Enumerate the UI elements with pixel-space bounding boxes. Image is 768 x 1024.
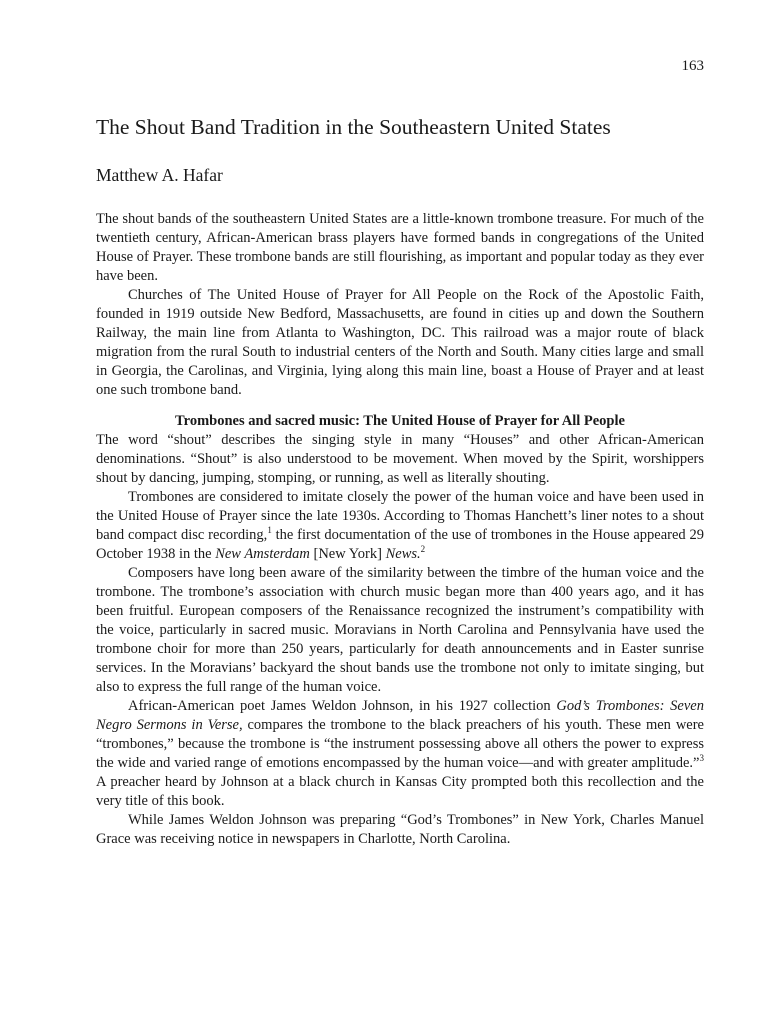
paragraph-6-text-3: A preacher heard by Johnson at a black church in Kansas City prompted both this recollection and the very title of this book. [96,774,704,809]
newspaper-title-1: New Amsterdam [215,546,310,562]
article-body [96,210,704,849]
section-heading: Trombones and sacred music: The United House of Prayer for All People [175,413,625,429]
paragraph-2: Churches of The United House of Prayer for All People on the Rock of the Apostolic Faith, founded in 1919 outside New Bedford, Massachusetts, are found in cities up and down the Southern Railway, the main line from Atlanta to Washington, DC. This railroad was a major route of black migration from the rural South to industrial centers of the North and South. Many cities large and small in Georgia, the Carolinas, and Virginia, lying along this main line, boast a House of Prayer and at least one such trombone band. [96,287,704,398]
paragraph-4-text-2: the first documentation of the use of trombones in the House appeared 29 October 1938 in the [96,527,704,562]
paragraph-7: While James Weldon Johnson was preparing “God’s Trombones” in New York, Charles Manuel Grace was receiving notice in newspapers in Charlotte, North Carolina. [96,812,704,847]
article-author: Matthew A. Hafar [96,165,223,185]
newspaper-title-2: News. [385,546,421,562]
paragraph-5: Composers have long been aware of the similarity between the timbre of the human voice and the trombone. The trombone’s association with church music began more than 400 years ago, and it has been fruitful. European composers of the Renaissance recognized the instrument’s compatibility with the voice, particularly in sacred music. Moravians in North Carolina and Pennsylvania have used the trombone choir for more than 250 years, particularly for death announcements and in Easter sunrise services. In the Moravians’ backyard the shout bands use the trombone not only to imitate singing, but also to express the full range of the human voice. [96,565,704,695]
paragraph-4-text-1: Trombones are considered to imitate closely the power of the human voice and have been used in the United House of Prayer since the late 1930s. According to Thomas Hanchett’s liner notes to a shout band compact disc recording, [96,489,704,543]
paragraph-4 [96,488,704,564]
page-number: 163 [681,58,704,74]
footnote-ref-1[interactable]: 1 [267,525,272,536]
footnote-ref-3[interactable]: 3 [699,753,704,764]
paragraph-6 [96,697,704,811]
paragraph-6-text-1: African-American poet James Weldon Johnson, in his 1927 collection [128,698,557,714]
article-title: The Shout Band Tradition in the Southeastern United States [96,115,611,139]
paragraph-6-text-2: compares the trombone to the black preachers of his youth. These men were “trombones,” because the trombone is “the instrument possessing above all others the power to express the wide and varied range of emotions encompassed by the human voice—and with greater amplitude.” [96,717,704,771]
footnote-ref-2[interactable]: 2 [420,544,426,555]
paragraph-1: The shout bands of the southeastern United States are a little-known trombone treasure. For much of the twentieth century, African-American brass players have formed bands in congregations of the United House of Prayer. These trombone bands are still flourishing, as important and popular today as they ever have been. [96,211,704,284]
book-title: God’s Trombones: Seven Negro Sermons in Verse, [96,698,704,733]
paragraph-3: The word “shout” describes the singing style in many “Houses” and other African-American denominations. “Shout” is also understood to be movement. When moved by the Spirit, worshippers shout by dancing, jumping, stomping, or running, as well as literally shouting. [96,432,704,486]
paragraph-4-text-3: [New York] [309,546,386,562]
